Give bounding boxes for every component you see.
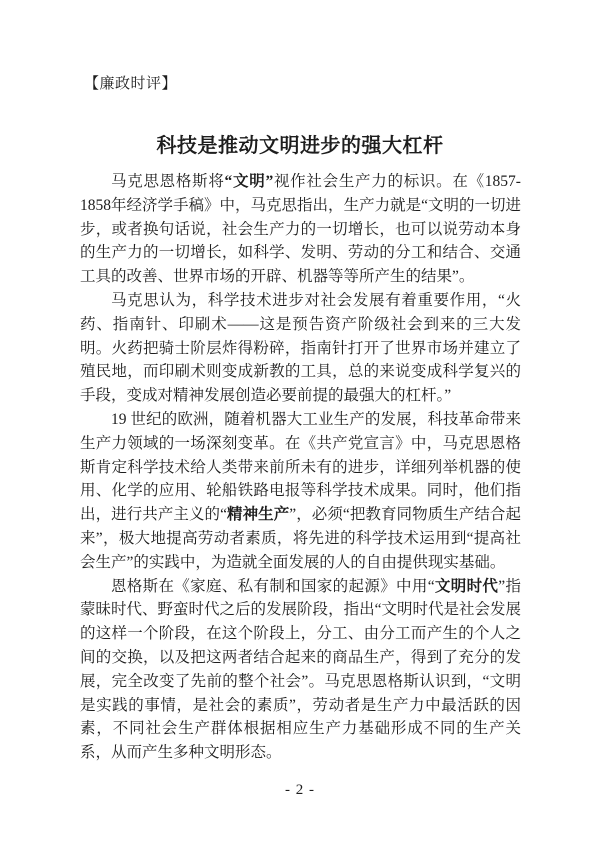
text-run: 视作社会生产力的标识。在《1857-1858年经济学手稿》中，马克思指出，生产力就是“文明的一切进步，或者换句话说，社会生产力的一切增长，也可以说劳动本身的生产力的一切增长，如科学、发明、劳动的分工和结合、交通工具的改善、世界市场的开辟、机器等等所产生的结果”。 [80, 173, 521, 286]
document-body [80, 170, 521, 765]
text-run: 马克思恩格斯将 [111, 173, 225, 190]
paragraph [80, 408, 521, 575]
column-header-label: 【廉政时评】 [84, 76, 178, 92]
paragraph [80, 575, 521, 765]
bold-text-run: “文明” [224, 173, 274, 190]
text-run: ”指蒙昧时代、野蛮时代之后的发展阶段，指出“文明时代是社会发展的这样一个阶段，在这个阶段上，分工、由分工而产生的个人之间的交换，以及把这两者结合起来的商品生产，得到了充分的发展，完全改变了先前的整个社会”。马克思恩格斯认识到，“文明是实践的事情，是社会的素质”，劳动者是生产力中最活跃的因素，不同社会生产群体根据相应生产力基础形成不同的生产关系，从而产生多种文明形态。 [80, 577, 521, 762]
text-run: ”，必须“把教育同物质生产结合起来”，极大地提高劳动者素质，将先进的科学技术运用到“提高社会生产”的实践中，为造就全面发展的人的自由提供现实基础。 [80, 506, 521, 571]
text-run: 马克思认为，科学技术进步对社会发展有着重要作用，“火药、指南针、印刷术——这是预告资产阶级社会到来的三大发明。火药把骑士阶层炸得粉碎，指南针打开了世界市场并建立了殖民地，而印刷术则变成新教的工具，总的来说变成科学复兴的手段，变成对精神发展创造必要前提的最强大的杠杆。” [80, 291, 521, 405]
bold-text-run: 文明时代 [434, 577, 499, 595]
page-number: - 2 - [285, 782, 315, 798]
bold-text-run: 精神生产 [226, 506, 290, 524]
paragraph [80, 289, 521, 408]
text-run: 恩格斯在《家庭、私有制和国家的起源》中用“ [111, 577, 435, 595]
text-run: 19 世纪的欧洲，随着机器大工业生产的发展，科技革命带来生产力领域的一场深刻变革。在《共产党宣言》中，马克思恩格斯肯定科学技术给人类带来前所未有的进步，详细列举机器的使用、化学的应用、轮船铁路电报等科学技术成果。同时，他们指出，进行共产主义的“ [80, 410, 521, 524]
document-title: 科技是推动文明进步的强大杠杆 [156, 135, 444, 158]
paragraph [80, 170, 521, 289]
